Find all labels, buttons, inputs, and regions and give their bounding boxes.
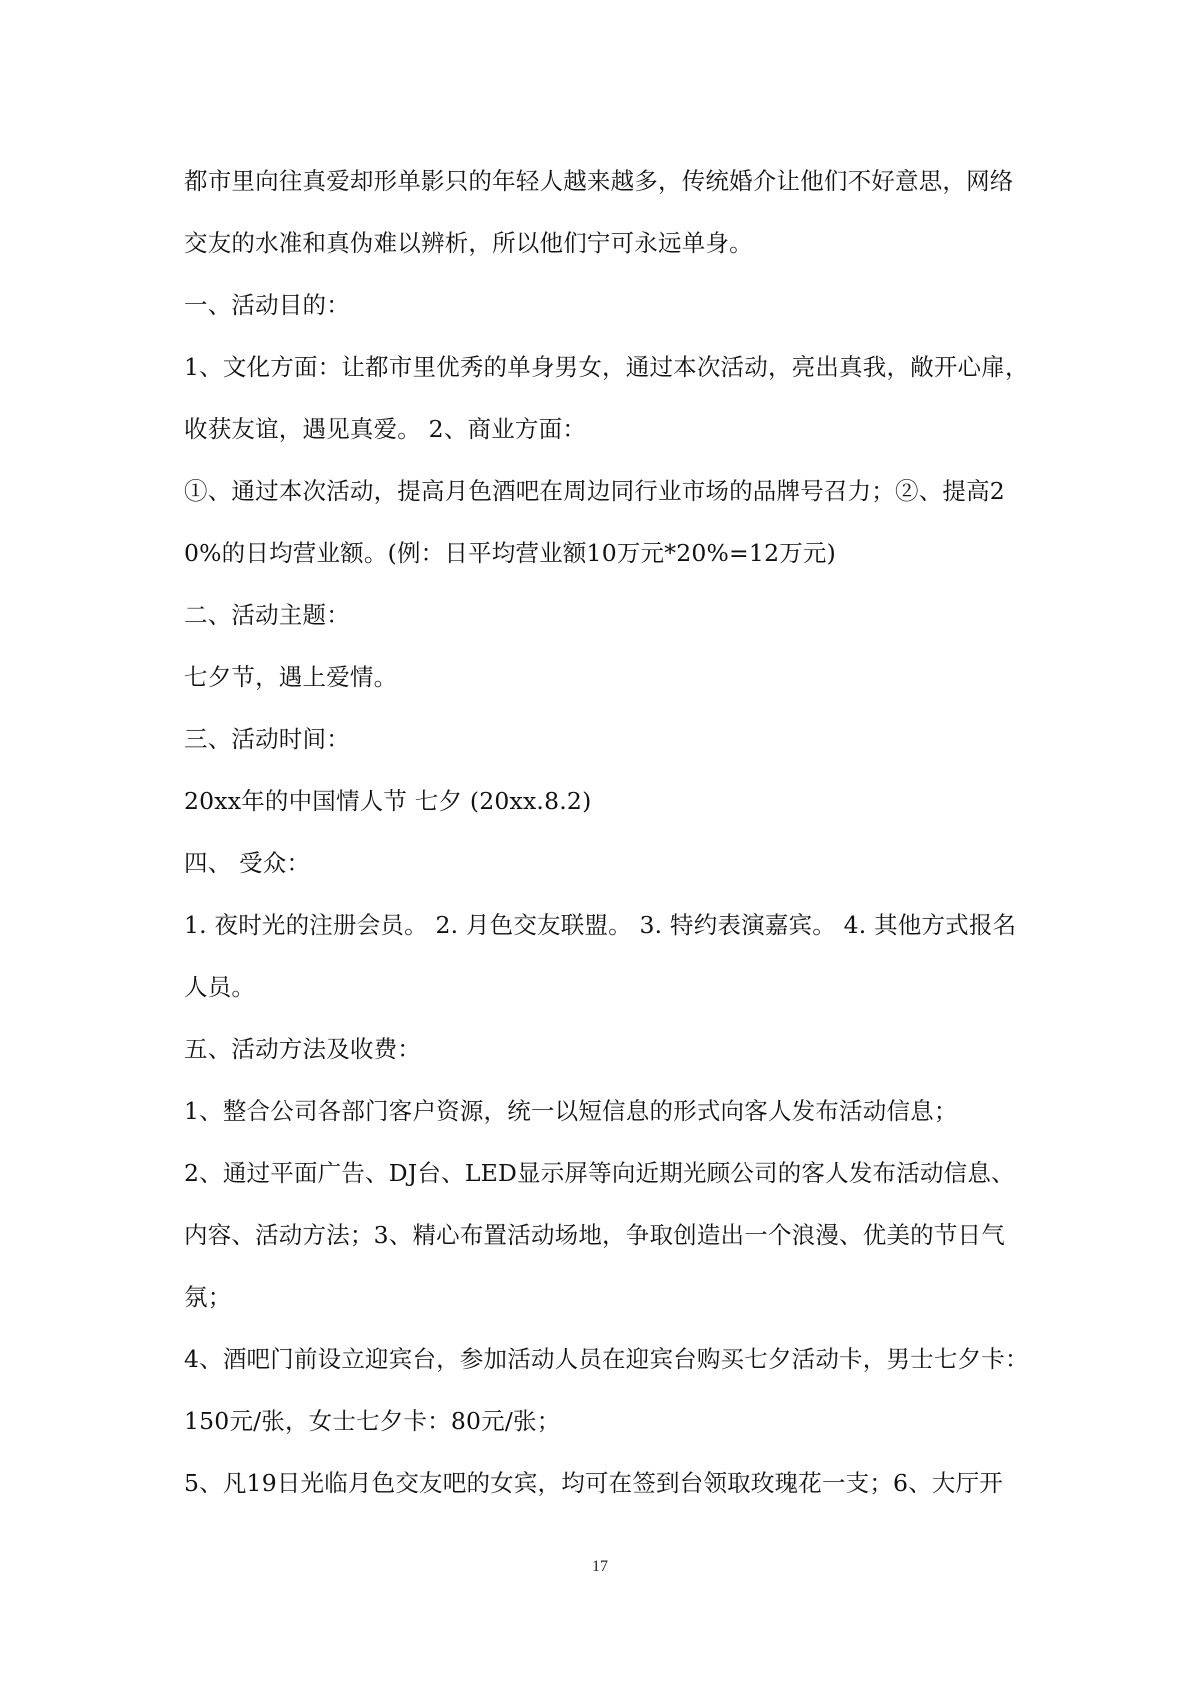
paragraph-theme: 七夕节，遇上爱情。 <box>184 663 398 691</box>
paragraph-audience: 1. 夜时光的注册会员。 2. 月色交友联盟。 3. 特约表演嘉宾。 4. 其他方式报名人员。 <box>184 911 1017 1001</box>
heading-method-fees: 五、活动方法及收费： <box>184 1035 421 1063</box>
paragraph-purpose-culture: 1、文化方面：让都市里优秀的单身男女，通过本次活动，亮出真我，敞开心扉，收获友谊，遇见真爱。 2、商业方面： <box>184 353 1029 443</box>
paragraph-method-5-6: 5、凡19日光临月色交友吧的女宾，均可在签到台领取玫瑰花一支；6、大厅开 <box>184 1469 1004 1497</box>
paragraph-purpose-business: ①、通过本次活动，提高月色酒吧在周边同行业市场的品牌号召力；②、提高20%的日均营业额。(例：日平均营业额10万元*20%=12万元) <box>184 477 1005 567</box>
page-number: 17 <box>592 1558 608 1575</box>
heading-purpose: 一、活动目的： <box>184 291 350 319</box>
paragraph-time: 20xx年的中国情人节 七夕 (20xx.8.2) <box>184 787 592 815</box>
paragraph-method-1: 1、整合公司各部门客户资源，统一以短信息的形式向客人发布活动信息； <box>184 1097 958 1125</box>
paragraph-method-4: 4、酒吧门前设立迎宾台，参加活动人员在迎宾台购买七夕活动卡，男士七夕卡：150元/张，女士七夕卡：80元/张； <box>184 1345 1029 1435</box>
heading-time: 三、活动时间： <box>184 725 350 753</box>
heading-theme: 二、活动主题： <box>184 601 350 629</box>
heading-audience: 四、 受众： <box>184 849 311 877</box>
document-body <box>184 150 1036 1514</box>
paragraph-method-2-3: 2、通过平面广告、DJ台、LED显示屏等向近期光顾公司的客人发布活动信息、内容、活动方法；3、精心布置活动场地，争取创造出一个浪漫、优美的节日气氛； <box>184 1159 1015 1311</box>
paragraph-intro: 都市里向往真爱却形单影只的年轻人越来越多，传统婚介让他们不好意思，网络交友的水准和真伪难以辨析，所以他们宁可永远单身。 <box>184 167 1014 257</box>
